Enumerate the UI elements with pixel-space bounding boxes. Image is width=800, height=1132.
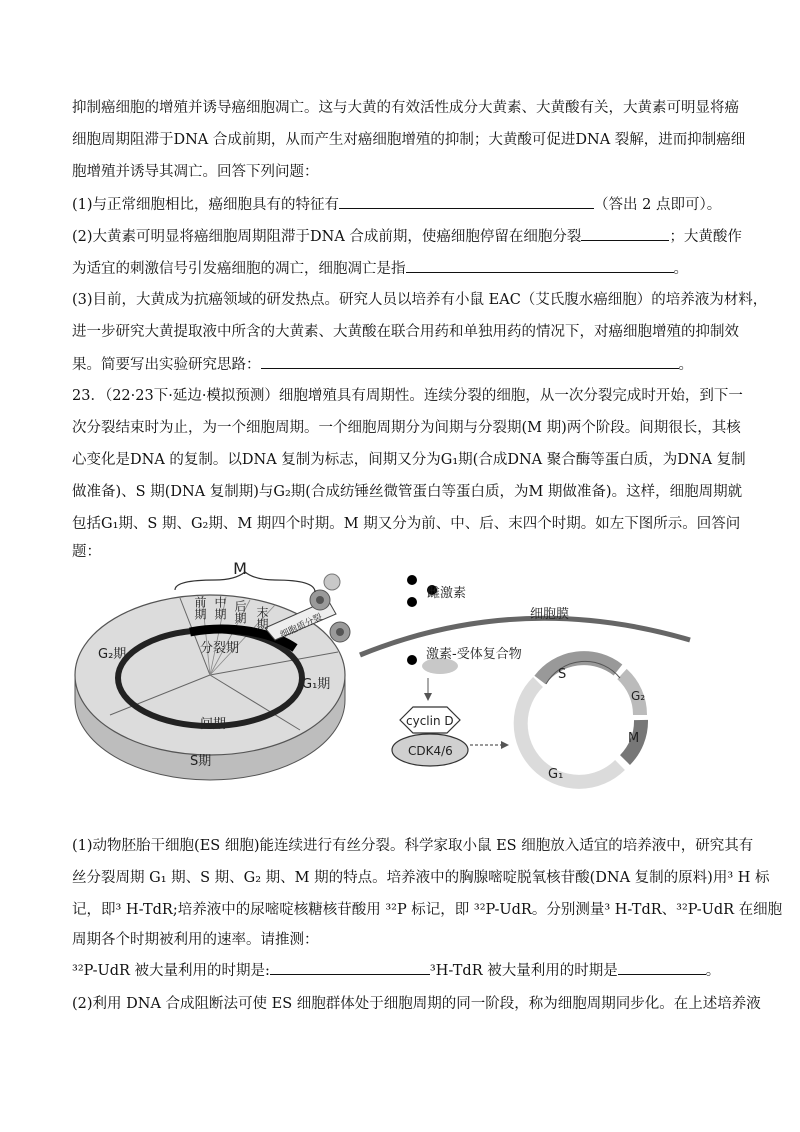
text-line: 23．（22·23下·延边·模拟预测）细胞增殖具有周期性。连续分裂的细胞，从一次分裂完成时开始，到下一: [72, 388, 743, 404]
question-text: (2)大黄素可明显将癌细胞周期阻滞于DNA 合成前期，使癌细胞停留在细胞分裂: [72, 229, 582, 245]
anaphase-label: 后期: [233, 600, 247, 624]
question-text: ³H-TdR 被大量利用的时期是: [429, 963, 618, 979]
text-line: 进一步研究大黄提取液中所含的大黄素、大黄酸在联合用药和单独用药的情况下，对癌细胞增殖的抑制效: [72, 324, 739, 340]
cyclin-d-label: cyclin D: [406, 714, 454, 728]
question-1: [72, 194, 721, 215]
question-text: (1)与正常细胞相比，癌细胞具有的特征有: [72, 197, 340, 213]
interphase-label: 间期: [200, 717, 227, 732]
text-line: 细胞周期阻滞于DNA 合成前期，从而产生对癌细胞增殖的抑制；大黄酸可促进DNA 裂解，进而抑制癌细: [72, 132, 746, 148]
g1-label: G₁期: [302, 677, 331, 692]
answer-blank[interactable]: [406, 258, 674, 273]
text-line: 胞增殖并诱导其凋亡。回答下列问题：: [72, 164, 319, 180]
question-text: ³²P-UdR 被大量利用的时期是:: [72, 963, 270, 979]
metaphase-label: 中期: [213, 596, 227, 620]
text-line: 做准备)、S 期(DNA 复制期)与G₂期(合成纺锤丝微管蛋白等蛋白质，为M 期做准备)。这样，细胞周期就: [72, 484, 743, 500]
text-line: 心变化是DNA 的复制。以DNA 复制为标志，间期又分为G₁期(合成DNA 聚合酶等蛋白质，为DNA 复制: [72, 452, 746, 468]
text-line: (1)动物胚胎干细胞(ES 细胞)能连续进行有丝分裂。科学家取小鼠 ES 细胞放入适宜的培养液中，研究其有: [72, 838, 754, 854]
estrogen-label: 雌激素: [427, 586, 467, 601]
g1-cycle-label: G₁: [548, 767, 564, 782]
text-line: (2)利用 DNA 合成阻断法可使 ES 细胞群体处于细胞周期的同一阶段，称为细胞周期同步化。在上述培养液: [72, 996, 761, 1012]
text-line: 题：: [72, 544, 101, 560]
text-line: 包括G₁期、S 期、G₂期、M 期四个时期。M 期又分为前、中、后、末四个时期。如左下图所示。回答问: [72, 516, 741, 532]
question-text: 果。简要写出实验研究思路：: [72, 357, 261, 373]
text-line: 记，即³ H-TdR;培养液中的尿嘧啶核糖核苷酸用 ³²P 标记，即 ³²P-UdR。分别测量³ H-TdR、³²P-UdR 在细胞: [72, 902, 783, 918]
prophase-label: 前期: [193, 596, 207, 620]
answer-blank[interactable]: [581, 226, 669, 241]
cell-cycle-figure: [70, 560, 730, 805]
question-text: （答出 2 点即可）。: [594, 197, 722, 213]
complex-label: 激素-受体复合物: [426, 647, 522, 662]
m-cycle-label: M: [628, 731, 640, 746]
question-2: [72, 226, 742, 247]
text-line: 丝分裂周期 G₁ 期、S 期、G₂ 期、M 期的特点。培养液中的胸腺嘧啶脱氧核苷酸(DNA 复制的原料)用³ H 标: [72, 870, 770, 886]
answer-blank[interactable]: [270, 960, 430, 975]
text-line: 周期各个时期被利用的速率。请推测：: [72, 932, 319, 948]
question-23-1-answers: [72, 960, 720, 981]
g2-cycle-label: G₂: [631, 689, 646, 703]
cdk-label: CDK4/6: [408, 744, 453, 758]
question-3-line3: [72, 354, 693, 375]
question-text: 。: [678, 357, 693, 373]
figure-svg: [70, 560, 730, 805]
answer-blank[interactable]: [261, 354, 679, 369]
question-text: 。: [705, 963, 721, 979]
cytokinesis-label: 细胞质分裂: [279, 612, 325, 641]
m-label: M: [233, 560, 247, 578]
question-text: 。: [673, 261, 688, 277]
text-line: 抑制癌细胞的增殖并诱导癌细胞凋亡。这与大黄的有效活性成分大黄素、大黄酸有关，大黄素可明显将癌: [72, 100, 739, 116]
question-2-line2: [72, 258, 688, 279]
question-text: 为适宜的刺激信号引发癌细胞的凋亡，细胞凋亡是指: [72, 261, 406, 277]
text-line: 次分裂结束时为止，为一个细胞周期。一个细胞周期分为间期与分裂期(M 期)两个阶段。间期很长，其核: [72, 420, 741, 436]
answer-blank[interactable]: [339, 194, 594, 209]
mitosis-label: 分裂期: [200, 641, 240, 656]
text-line: (3)目前，大黄成为抗癌领域的研发热点。研究人员以培养有小鼠 EAC（艾氏腹水癌细胞）的培养液为材料，: [72, 292, 768, 308]
g2-label: G₂期: [98, 647, 127, 662]
s-phase-label: S期: [190, 754, 212, 769]
telophase-label: 末期: [255, 606, 269, 630]
question-text: ；大黄酸作: [669, 229, 742, 245]
answer-blank[interactable]: [618, 960, 706, 975]
membrane-label: 细胞膜: [530, 607, 570, 622]
s-label: S: [558, 667, 567, 682]
